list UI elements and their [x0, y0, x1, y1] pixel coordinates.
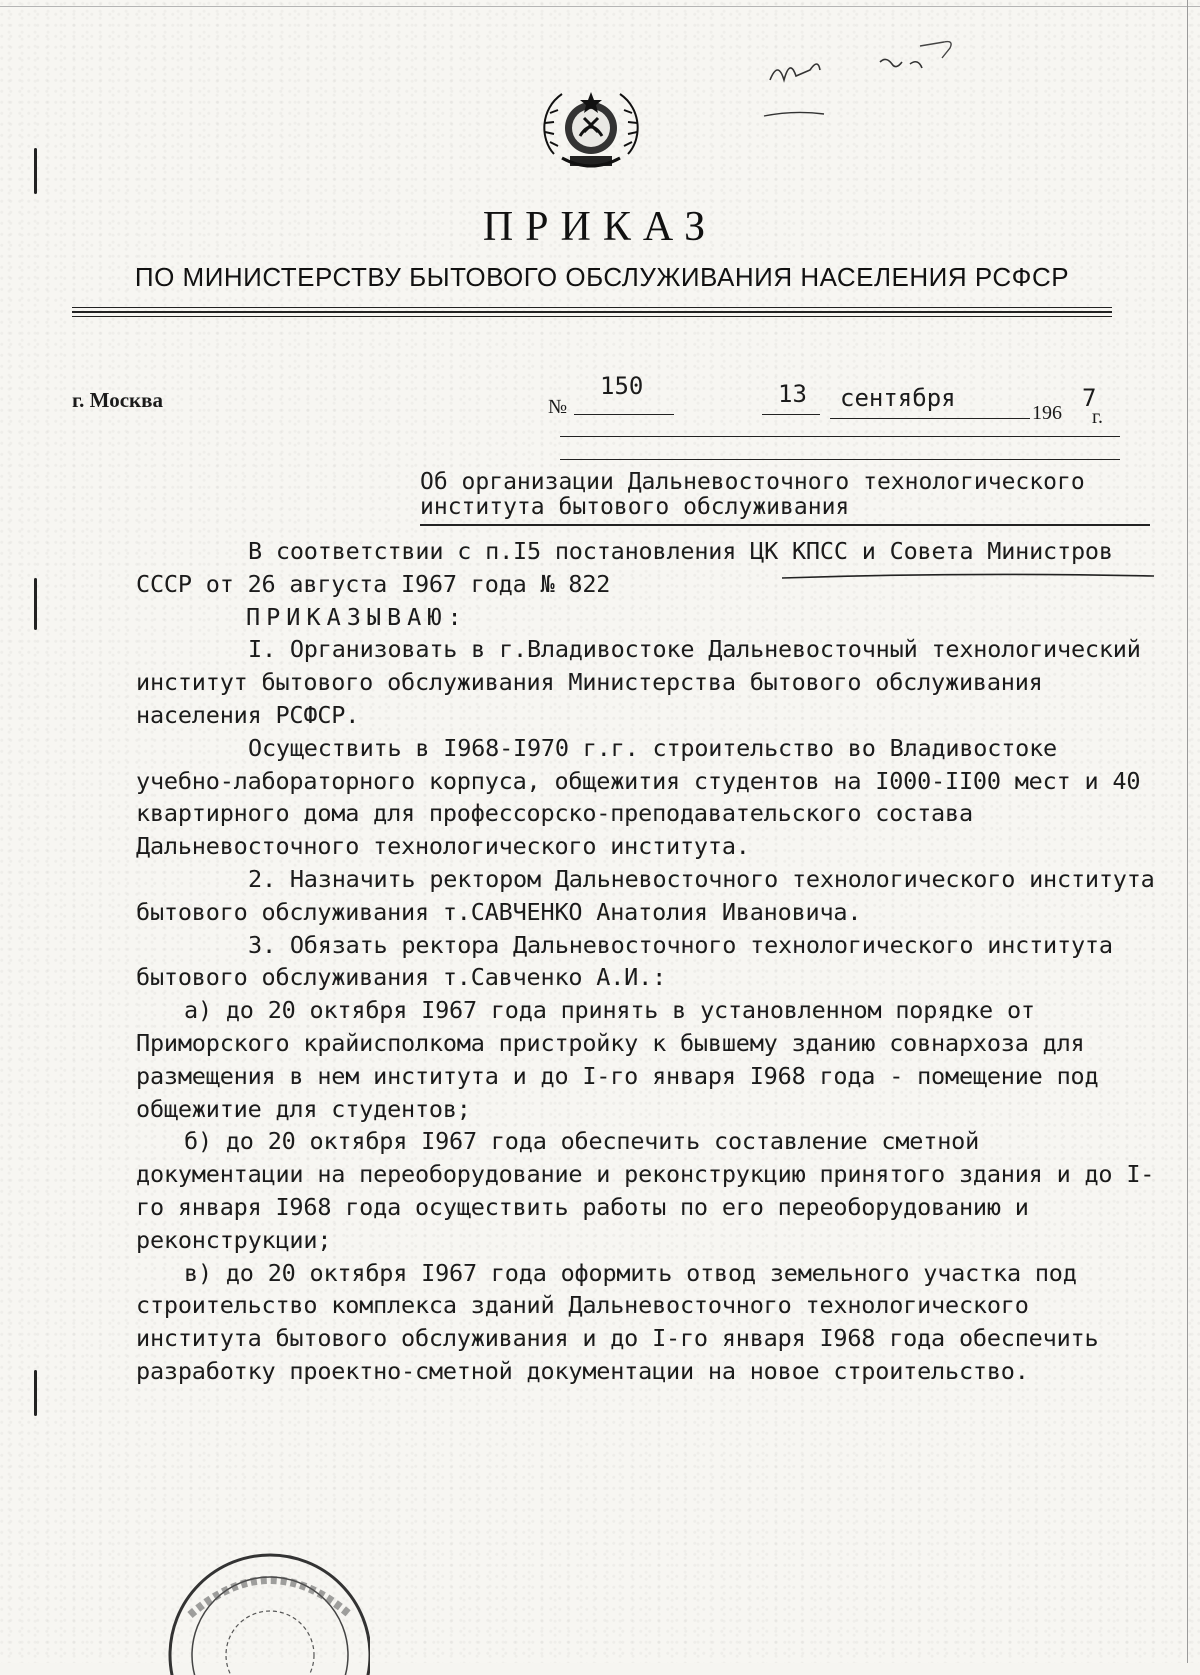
year-suffix: 7 [1082, 384, 1097, 412]
official-seal-stamp [150, 1505, 370, 1675]
header-rule [72, 316, 1112, 317]
order-item-2: 2. Назначить ректором Дальневосточного технологического института бытового обслуживания т.САВЧЕНКО Анатолия Ивановича. [136, 864, 1155, 926]
order-month: сентября [840, 384, 956, 412]
preamble: В соответствии с п.I5 постановления ЦК КПСС и Совета Министров СССР от 26 августа I967 года № 822 [136, 537, 1113, 598]
margin-mark [34, 1370, 37, 1416]
order-day: 13 [778, 380, 807, 408]
rsfsr-emblem-icon [532, 84, 650, 174]
ministry-heading: ПО МИНИСТЕРСТВУ БЫТОВОГО ОБСЛУЖИВАНИЯ НАСЕЛЕНИЯ РСФСР [134, 262, 1070, 292]
year-prefix: 196 [1032, 402, 1062, 424]
handwritten-note [760, 40, 990, 120]
header-rule [72, 307, 1112, 308]
header-rule [72, 311, 1112, 313]
order-subitem-a: а) до 20 октября I967 года принять в установленном порядке от Приморского крайисполкома пристройку к бывшему зданию совнархоза для размещения в нем института и до I-го января I968 года - помещение под общежитие для студентов; [136, 996, 1099, 1123]
subject-line: института бытового обслуживания [420, 494, 850, 520]
order-item-1-construction: Осуществить в I968-I970 г.г. строительство во Владивостоке учебно-лабораторного корпуса, общежития студентов на I000-II00 мест и 40 квартирного дома для профессорско-преподавательского состава Дальневосточного технологического института. [136, 733, 1141, 861]
subject-underline [420, 524, 1150, 526]
header-separator [560, 436, 1120, 437]
order-word: ПРИКАЗЫВАЮ: [246, 602, 468, 631]
number-line [574, 414, 674, 415]
month-line [830, 418, 1030, 419]
order-item-1: I. Организовать в г.Владивостоке Дальневосточный технологический институт бытового обслуживания Министерства бытового обслуживания населения РСФСР. [136, 635, 1141, 729]
order-subitem-b: б) до 20 октября I967 года обеспечить составление сметной документации на переоборудование и реконструкцию принятого здания и до I-го января I968 года осуществить работы по его переоборудованию и реконструкции; [136, 1127, 1155, 1254]
pen-underline [780, 566, 1160, 586]
subject-line: Об организации Дальневосточного технологического [420, 469, 1085, 495]
number-sign: № [548, 396, 568, 418]
page-edge-top [0, 6, 1200, 7]
order-subject [420, 470, 1140, 520]
order-subitem-v: в) до 20 октября I967 года оформить отвод земельного участка под строительство комплекса зданий Дальневосточного технологического института бытового обслуживания и до I-го января I968 года обеспечить разработку проектно-сметной документации на новое строительство. [136, 1258, 1099, 1385]
header-separator [560, 459, 1120, 460]
city-label: г. Москва [72, 388, 163, 412]
margin-mark [34, 578, 37, 630]
order-number: 150 [600, 372, 644, 400]
day-line [762, 414, 820, 415]
year-unit: г. [1092, 406, 1103, 428]
order-item-3: 3. Обязать ректора Дальневосточного технологического института бытового обслуживания т.Савченко А.И.: [136, 930, 1113, 992]
margin-mark [34, 148, 37, 194]
document-title: ПРИКАЗ [482, 204, 718, 250]
order-body [136, 535, 1156, 1388]
